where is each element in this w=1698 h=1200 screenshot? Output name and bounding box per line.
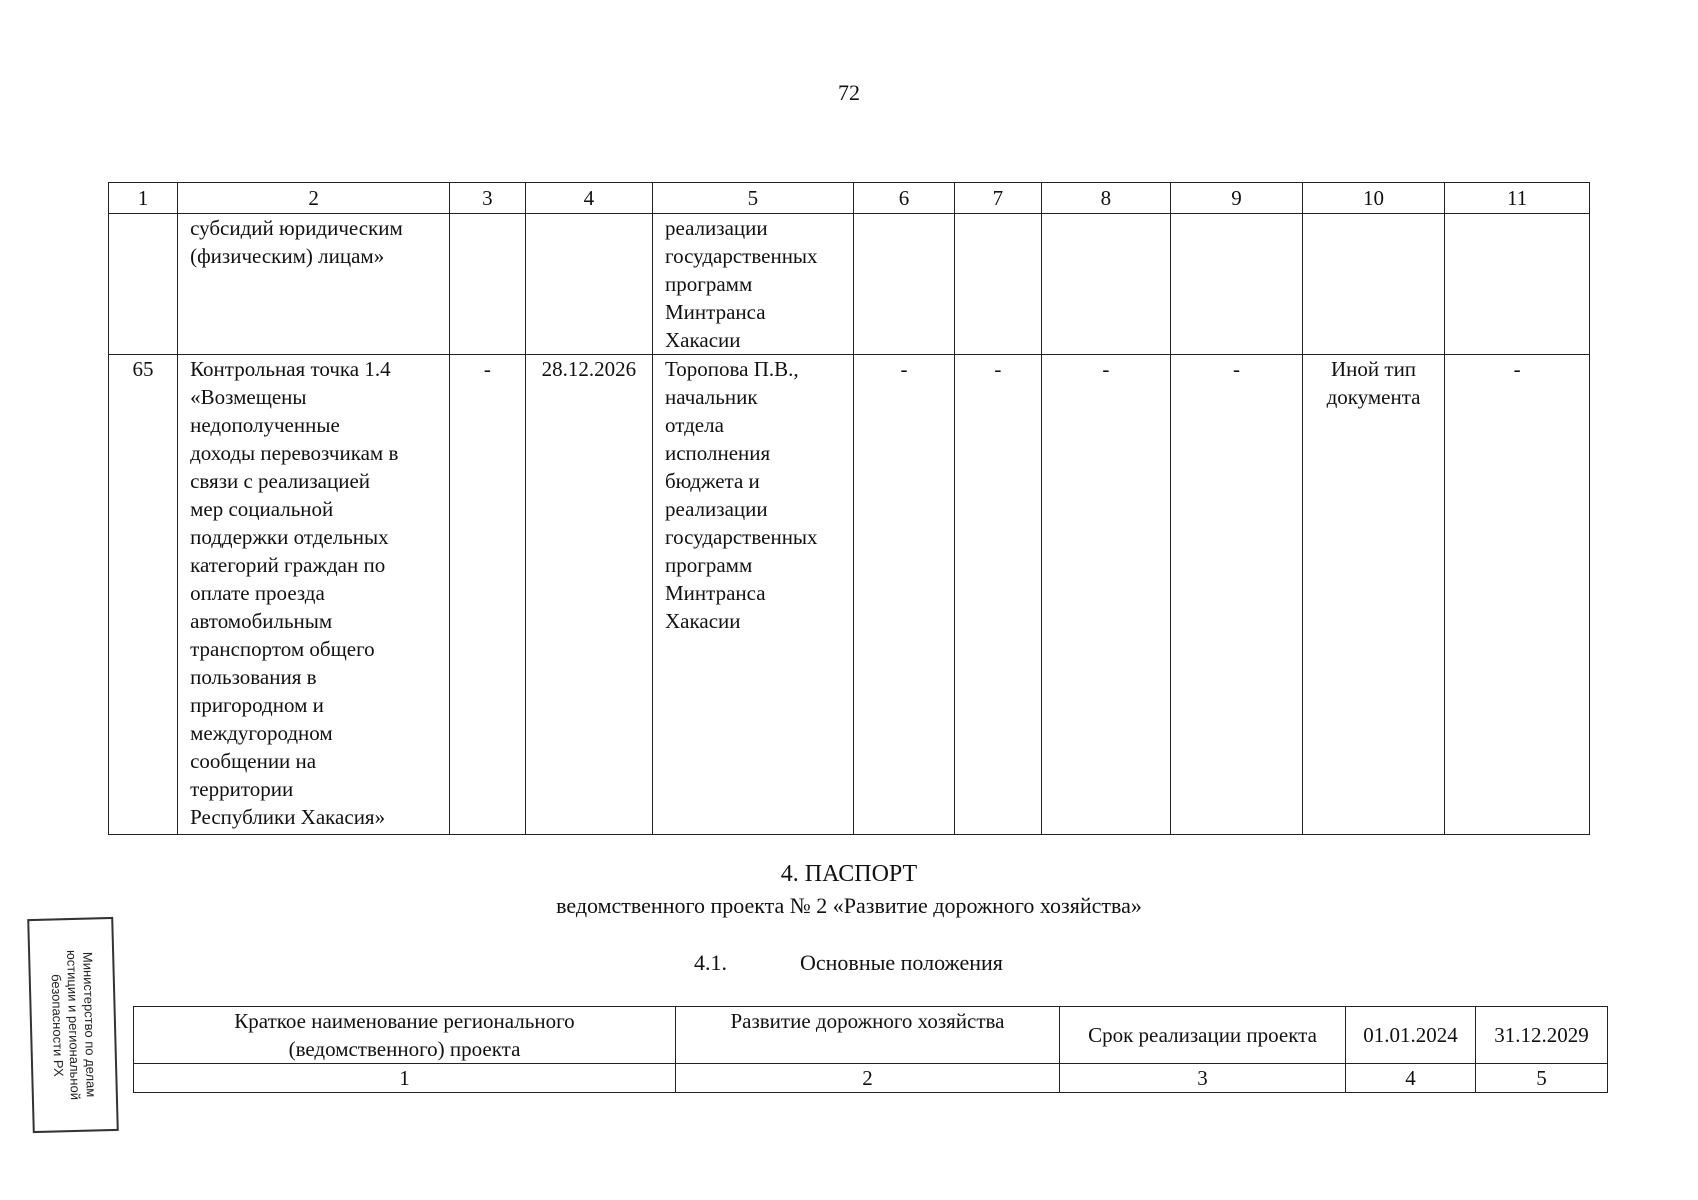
table-cell: - [1171, 355, 1303, 835]
subsection-heading [694, 948, 1003, 978]
table-cell: - [1445, 355, 1590, 835]
header-cell: 7 [955, 183, 1041, 214]
short-name-value: Развитие дорожного хозяйства [676, 1007, 1060, 1064]
row-name: субсидий юридическим (физическим) лицам» [178, 214, 450, 355]
column-number: 4 [1346, 1064, 1476, 1093]
page-number: 72 [838, 80, 860, 105]
table-cell [1171, 214, 1303, 355]
header-cell: 2 [178, 183, 450, 214]
section-subtitle: ведомственного проекта № 2 «Развитие дорожного хозяйства» [556, 893, 1142, 918]
section-title: 4. ПАСПОРТ [780, 861, 918, 887]
table-row [134, 1007, 1608, 1064]
responsible-cell: реализации государственных программ Минтранса Хакасии [653, 214, 854, 355]
header-cell: 11 [1445, 183, 1590, 214]
passport-table [133, 1006, 1608, 1093]
short-name-label: Краткое наименование регионального (ведомственного) проекта [134, 1007, 676, 1064]
table-row [109, 355, 1590, 835]
table-cell [450, 214, 526, 355]
table-cell: - [450, 355, 526, 835]
row-name: Контрольная точка 1.4 «Возмещены недополученные доходы перевозчикам в связи с реализацией мер социальной поддержки отдельных категорий граждан по оплате проезда автомобильным транспортом общего пользования в пригородном и междугородном сообщении на территории Республики Хакасия» [178, 355, 450, 835]
column-number: 2 [676, 1064, 1060, 1093]
column-number: 5 [1476, 1064, 1608, 1093]
control-points-table [108, 182, 1590, 835]
column-number: 3 [1060, 1064, 1346, 1093]
table-cell [1445, 214, 1590, 355]
term-label: Срок реализации проекта [1060, 1007, 1346, 1064]
header-cell: 6 [853, 183, 954, 214]
table-cell: - [853, 355, 954, 835]
header-cell: 5 [653, 183, 854, 214]
subsection-number: 4.1. [694, 950, 727, 975]
responsible-cell: Торопова П.В., начальник отдела исполнения бюджета и реализации государственных программ Минтранса Хакасии [653, 355, 854, 835]
table-cell [525, 214, 652, 355]
ministry-stamp [27, 917, 119, 1133]
end-date: 31.12.2029 [1476, 1007, 1608, 1064]
row-number: 65 [109, 355, 178, 835]
table-row [134, 1064, 1608, 1093]
table-cell [1302, 214, 1444, 355]
header-cell: 4 [525, 183, 652, 214]
table-cell [1041, 214, 1171, 355]
header-cell: 8 [1041, 183, 1171, 214]
subsection-title: Основные положения [800, 950, 1003, 975]
header-cell: 3 [450, 183, 526, 214]
header-cell: 1 [109, 183, 178, 214]
row-number [109, 214, 178, 355]
column-number: 1 [134, 1064, 676, 1093]
table-row [109, 214, 1590, 355]
date-cell: 28.12.2026 [525, 355, 652, 835]
stamp-text: Министерство по делам юстиции и региональной безопасности РХ [48, 949, 99, 1101]
start-date: 01.01.2024 [1346, 1007, 1476, 1064]
header-cell: 10 [1302, 183, 1444, 214]
document-type-cell: Иной тип документа [1302, 355, 1444, 835]
table-cell: - [955, 355, 1041, 835]
table-cell [955, 214, 1041, 355]
table-cell: - [1041, 355, 1171, 835]
header-cell: 9 [1171, 183, 1303, 214]
table-cell [853, 214, 954, 355]
table-header-row [109, 183, 1590, 214]
